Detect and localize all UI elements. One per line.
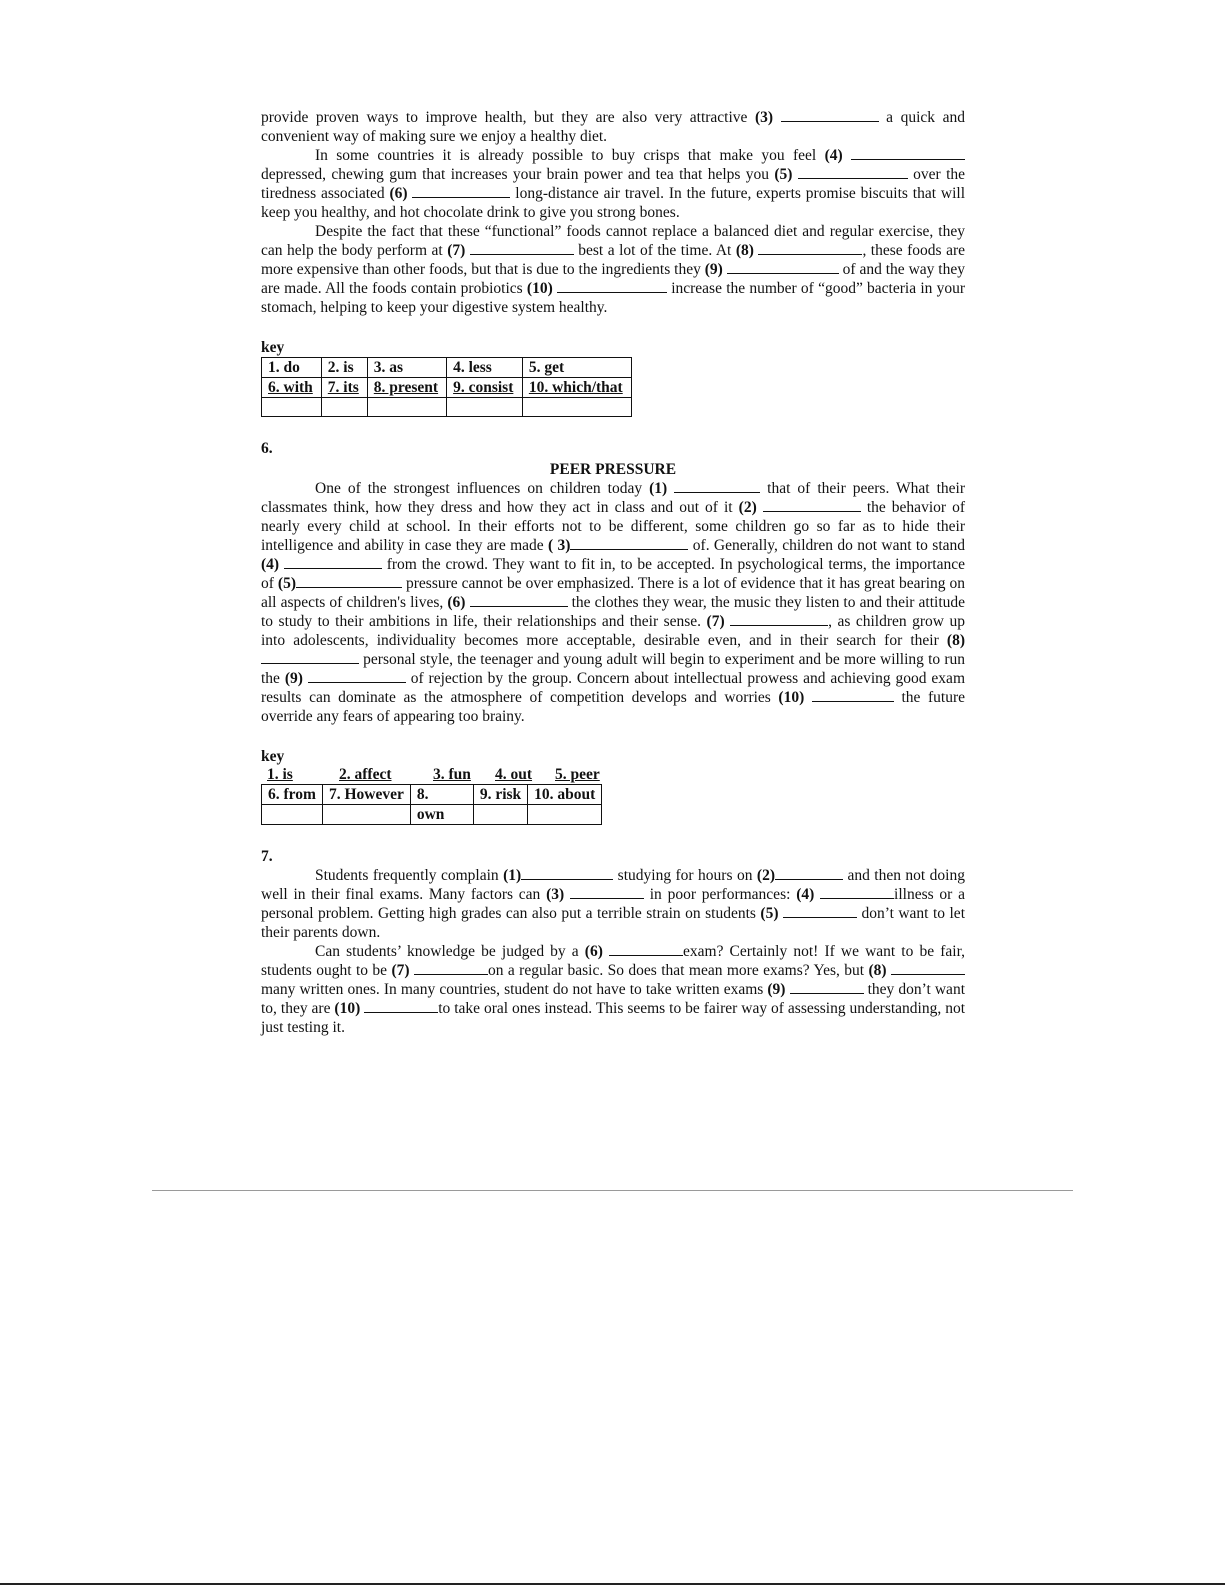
key-cell-empty [528,805,602,825]
s7-number: 7. [261,848,273,865]
key-cell: 8. present [367,378,446,398]
key-cell: 10. about [528,785,602,805]
key-cell-empty [473,805,527,825]
key-cell-empty [321,398,367,417]
key-cell: 10. which/that [522,378,631,398]
key-entry: 4. out [495,766,533,783]
key-cell: 6. with [262,378,322,398]
s6-number: 6. [261,440,273,457]
key-cell: 9. consist [447,378,523,398]
key-cell-empty [262,398,322,417]
table-row [262,785,602,805]
s7-paragraph-1: Students frequently complain (1) studying for hours on (2) and then not doing well in their final exams. Many factors can (3) in poor performances: (4) illness or a personal problem. Getting high grades can also put a terrible strain on students (5) don’t want to let their parents down. [261,867,966,941]
key-entry: 5. peer [555,766,600,783]
table-row [262,805,602,825]
key-entry: 3. fun [433,766,471,783]
key-cell-empty [367,398,446,417]
key-cell-empty [262,805,323,825]
s6-answer-key-table [261,784,602,825]
s5-paragraph-1: provide proven ways to improve health, but they are also very attractive (3) a quick and convenient way of making sure we enjoy a healthy diet. [261,109,965,145]
s7-paragraph-2: Can students’ knowledge be judged by a (6) exam? Certainly not! If we want to be fair, students ought to be (7) on a regular basic. So does that mean more exams? Yes, but (8) many written ones. In many countries, student do not have to take written exams (9) they don’t want to, they are (10) to take oral ones instead. This seems to be fairer way of assessing understanding, not just testing it. [261,943,965,1036]
key-cell: 6. from [262,785,323,805]
key-entry: 1. is [267,766,293,783]
s6-key-label: key [261,748,285,765]
key-cell: 2. is [321,358,367,378]
s6-title: PEER PRESSURE [549,461,677,478]
key-cell: 7. However [322,785,410,805]
page-divider [152,1190,1073,1191]
key-cell-empty [447,398,523,417]
key-entry: 2. affect [339,766,392,783]
key-cell: 4. less [447,358,523,378]
key-cell-empty [322,805,410,825]
s5-answer-key-table [261,357,632,417]
key-cell: 8. [410,785,473,805]
table-row [262,398,632,417]
key-cell: own [410,805,473,825]
key-cell: 5. get [522,358,631,378]
key-cell: 9. risk [473,785,527,805]
s5-key-label: key [261,339,285,356]
table-row [262,378,632,398]
key-cell: 1. do [262,358,322,378]
s5-paragraph-3: Despite the fact that these “functional” foods cannot replace a balanced diet and regular exercise, they can help the body perform at (7) best a lot of the time. At (8) , these foods are more expensive than other foods, but that is due to the ingredients they (9) of and the way they are made. All the foods contain probiotics (10) increase the number of “good” bacteria in your stomach, helping to keep your digestive system healthy. [261,223,966,316]
s6-paragraph: One of the strongest influences on children today (1) that of their peers. What their classmates think, how they dress and how they act in class and out of it (2) the behavior of nearly every child at school. In their efforts not to be different, some children go so far as to hide their intelligence and ability in case they are made ( 3) of. Generally, children do not want to stand (4) from the crowd. They want to fit in, to be accepted. In psychological terms, the importance of (5) pressure cannot be over emphasized. There is a lot of evidence that it has great bearing on all aspects of children's lives, (6) the clothes they wear, the music they listen to and their attitude to study to their ambitions in life, their relationships and their sense. (7) , as children grow up into adolescents, individuality becomes more acceptable, desirable even, and in their search for their (8) personal style, the teenager and young adult will begin to experiment and be more willing to run the (9) of rejection by the group. Concern about intellectual prowess and achieving good exam results can dominate as the atmosphere of competition develops and worries (10) the future override any fears of appearing too brainy. [261,480,966,725]
key-cell: 3. as [367,358,446,378]
table-row [262,358,632,378]
key-cell-empty [522,398,631,417]
document-page [261,108,965,1037]
s5-paragraph-2: In some countries it is already possible to buy crisps that make you feel (4) depressed, chewing gum that increases your brain power and tea that helps you (5) over the tiredness associated (6) long-distance air travel. In the future, experts promise biscuits that will keep you healthy, and hot chocolate drink to give you strong bones. [261,147,966,221]
key-cell: 7. its [321,378,367,398]
s6-key-header [261,766,965,784]
